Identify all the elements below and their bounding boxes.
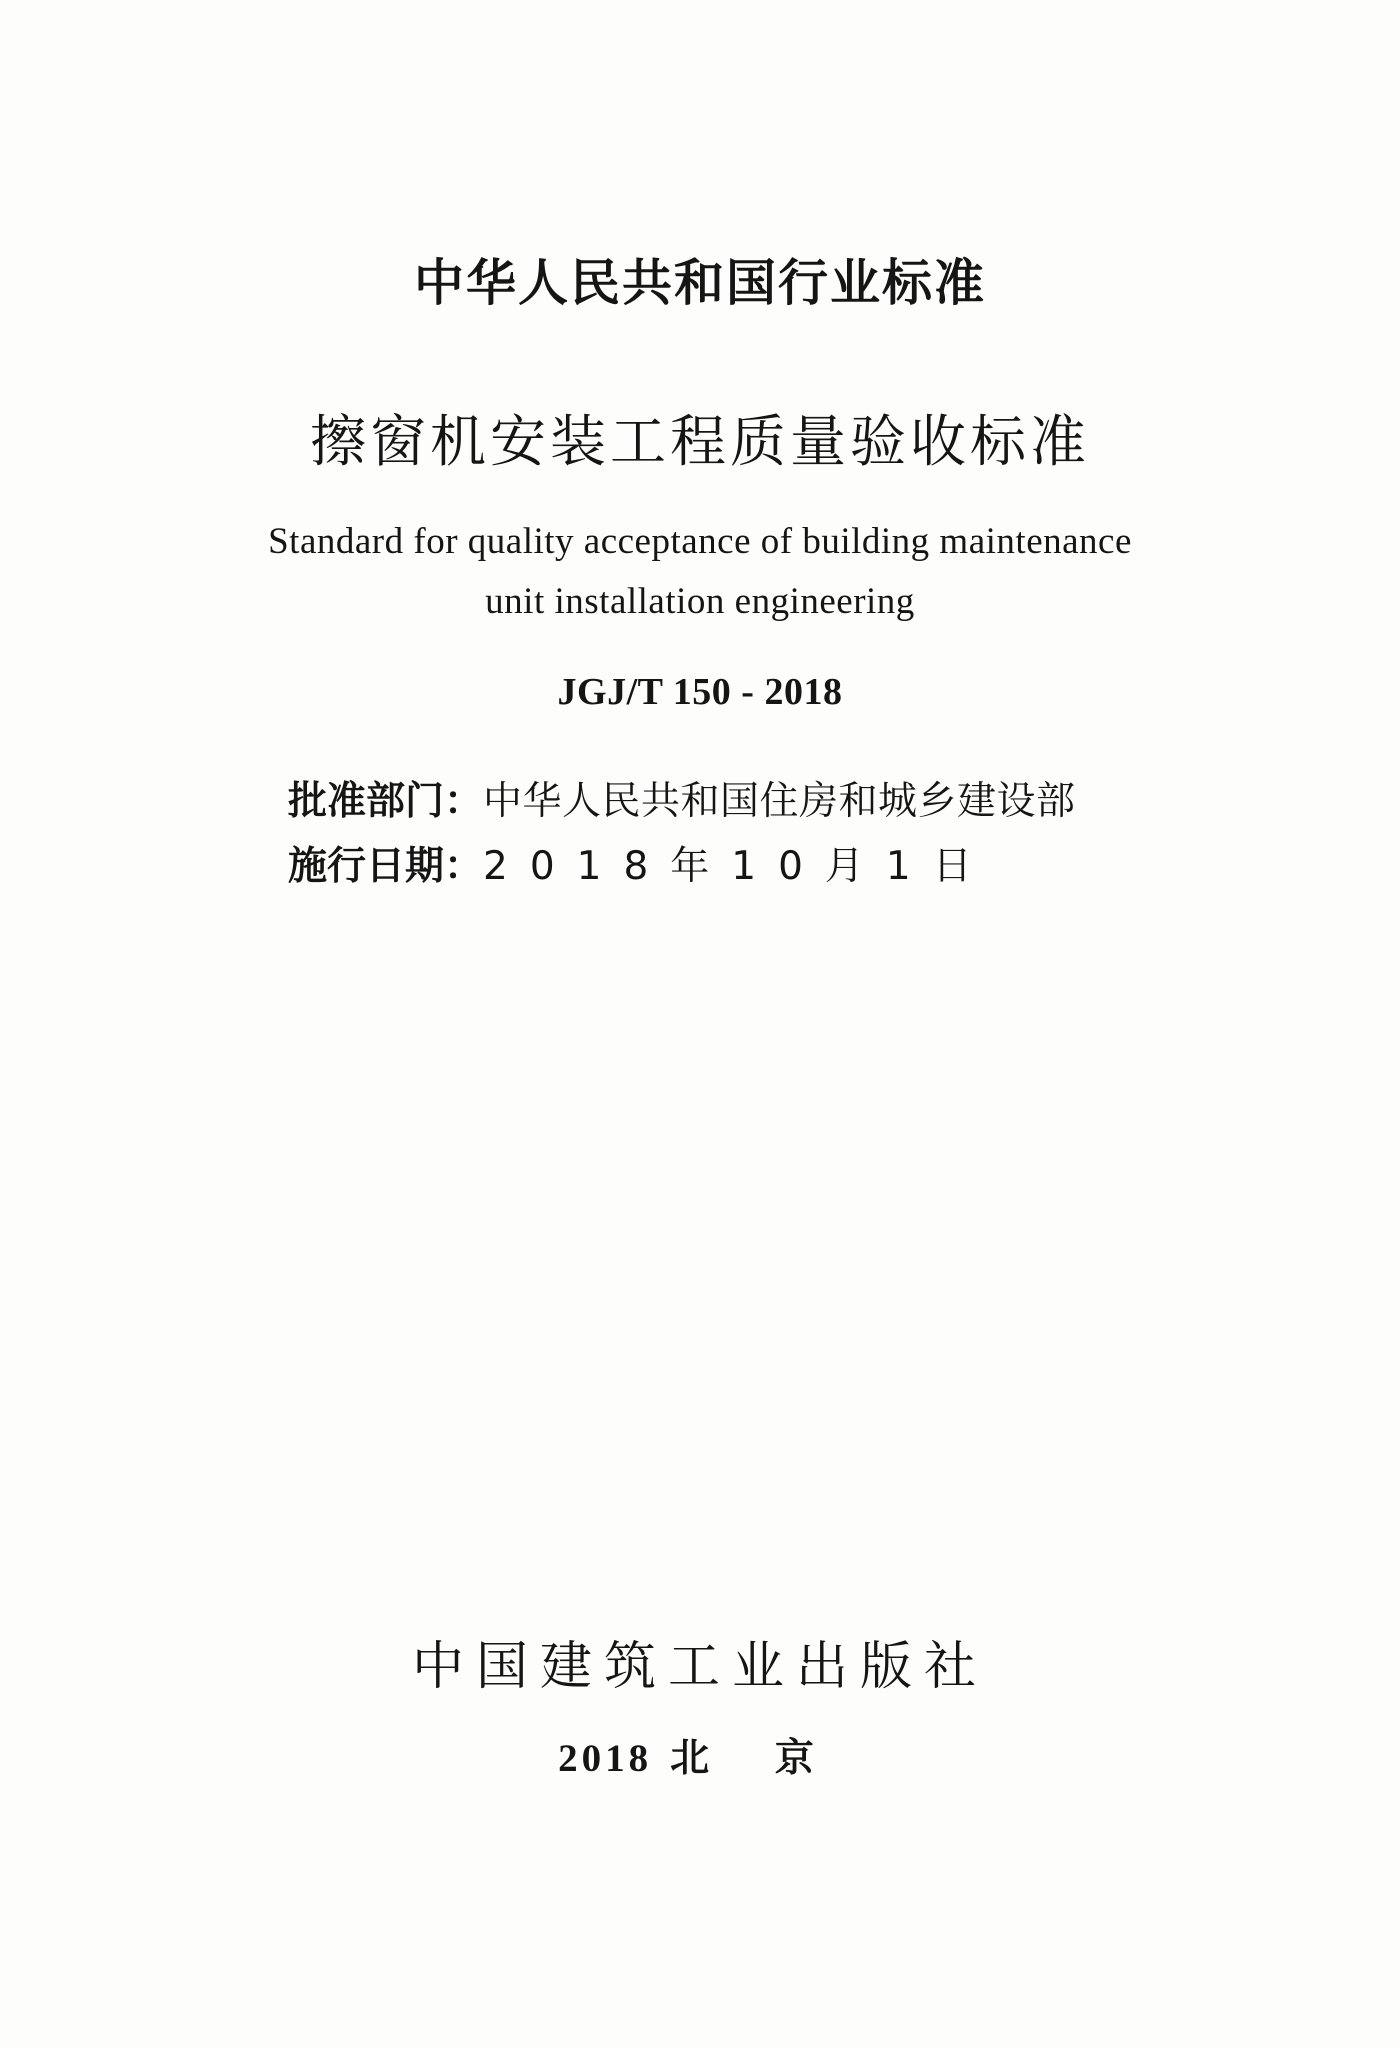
approval-department-row [288,770,1076,826]
standard-code: JGJ/T 150 - 2018 [557,671,843,713]
effective-date-value: 2018年10月1日 [483,844,994,889]
effective-date-label: 施行日期： [288,844,484,889]
approval-department-label: 批准部门： [288,779,484,824]
imprint-line [0,1727,1400,1783]
standard-category-heading: 中华人民共和国行业标准 [414,254,986,312]
imprint-city: 北 京 [670,1737,842,1780]
imprint-year: 2018 [558,1737,653,1780]
publisher-name: 中国建筑工业出版社 [411,1637,988,1697]
effective-date-row [288,835,994,891]
standard-title-english-line-1: Standard for quality acceptance of building maintenance [268,521,1132,562]
approval-department-value: 中华人民共和国住房和城乡建设部 [483,779,1076,824]
standard-title-english-line-2: unit installation engineering [485,581,915,622]
standard-title-chinese: 擦窗机安装工程质量验收标准 [310,410,1090,475]
